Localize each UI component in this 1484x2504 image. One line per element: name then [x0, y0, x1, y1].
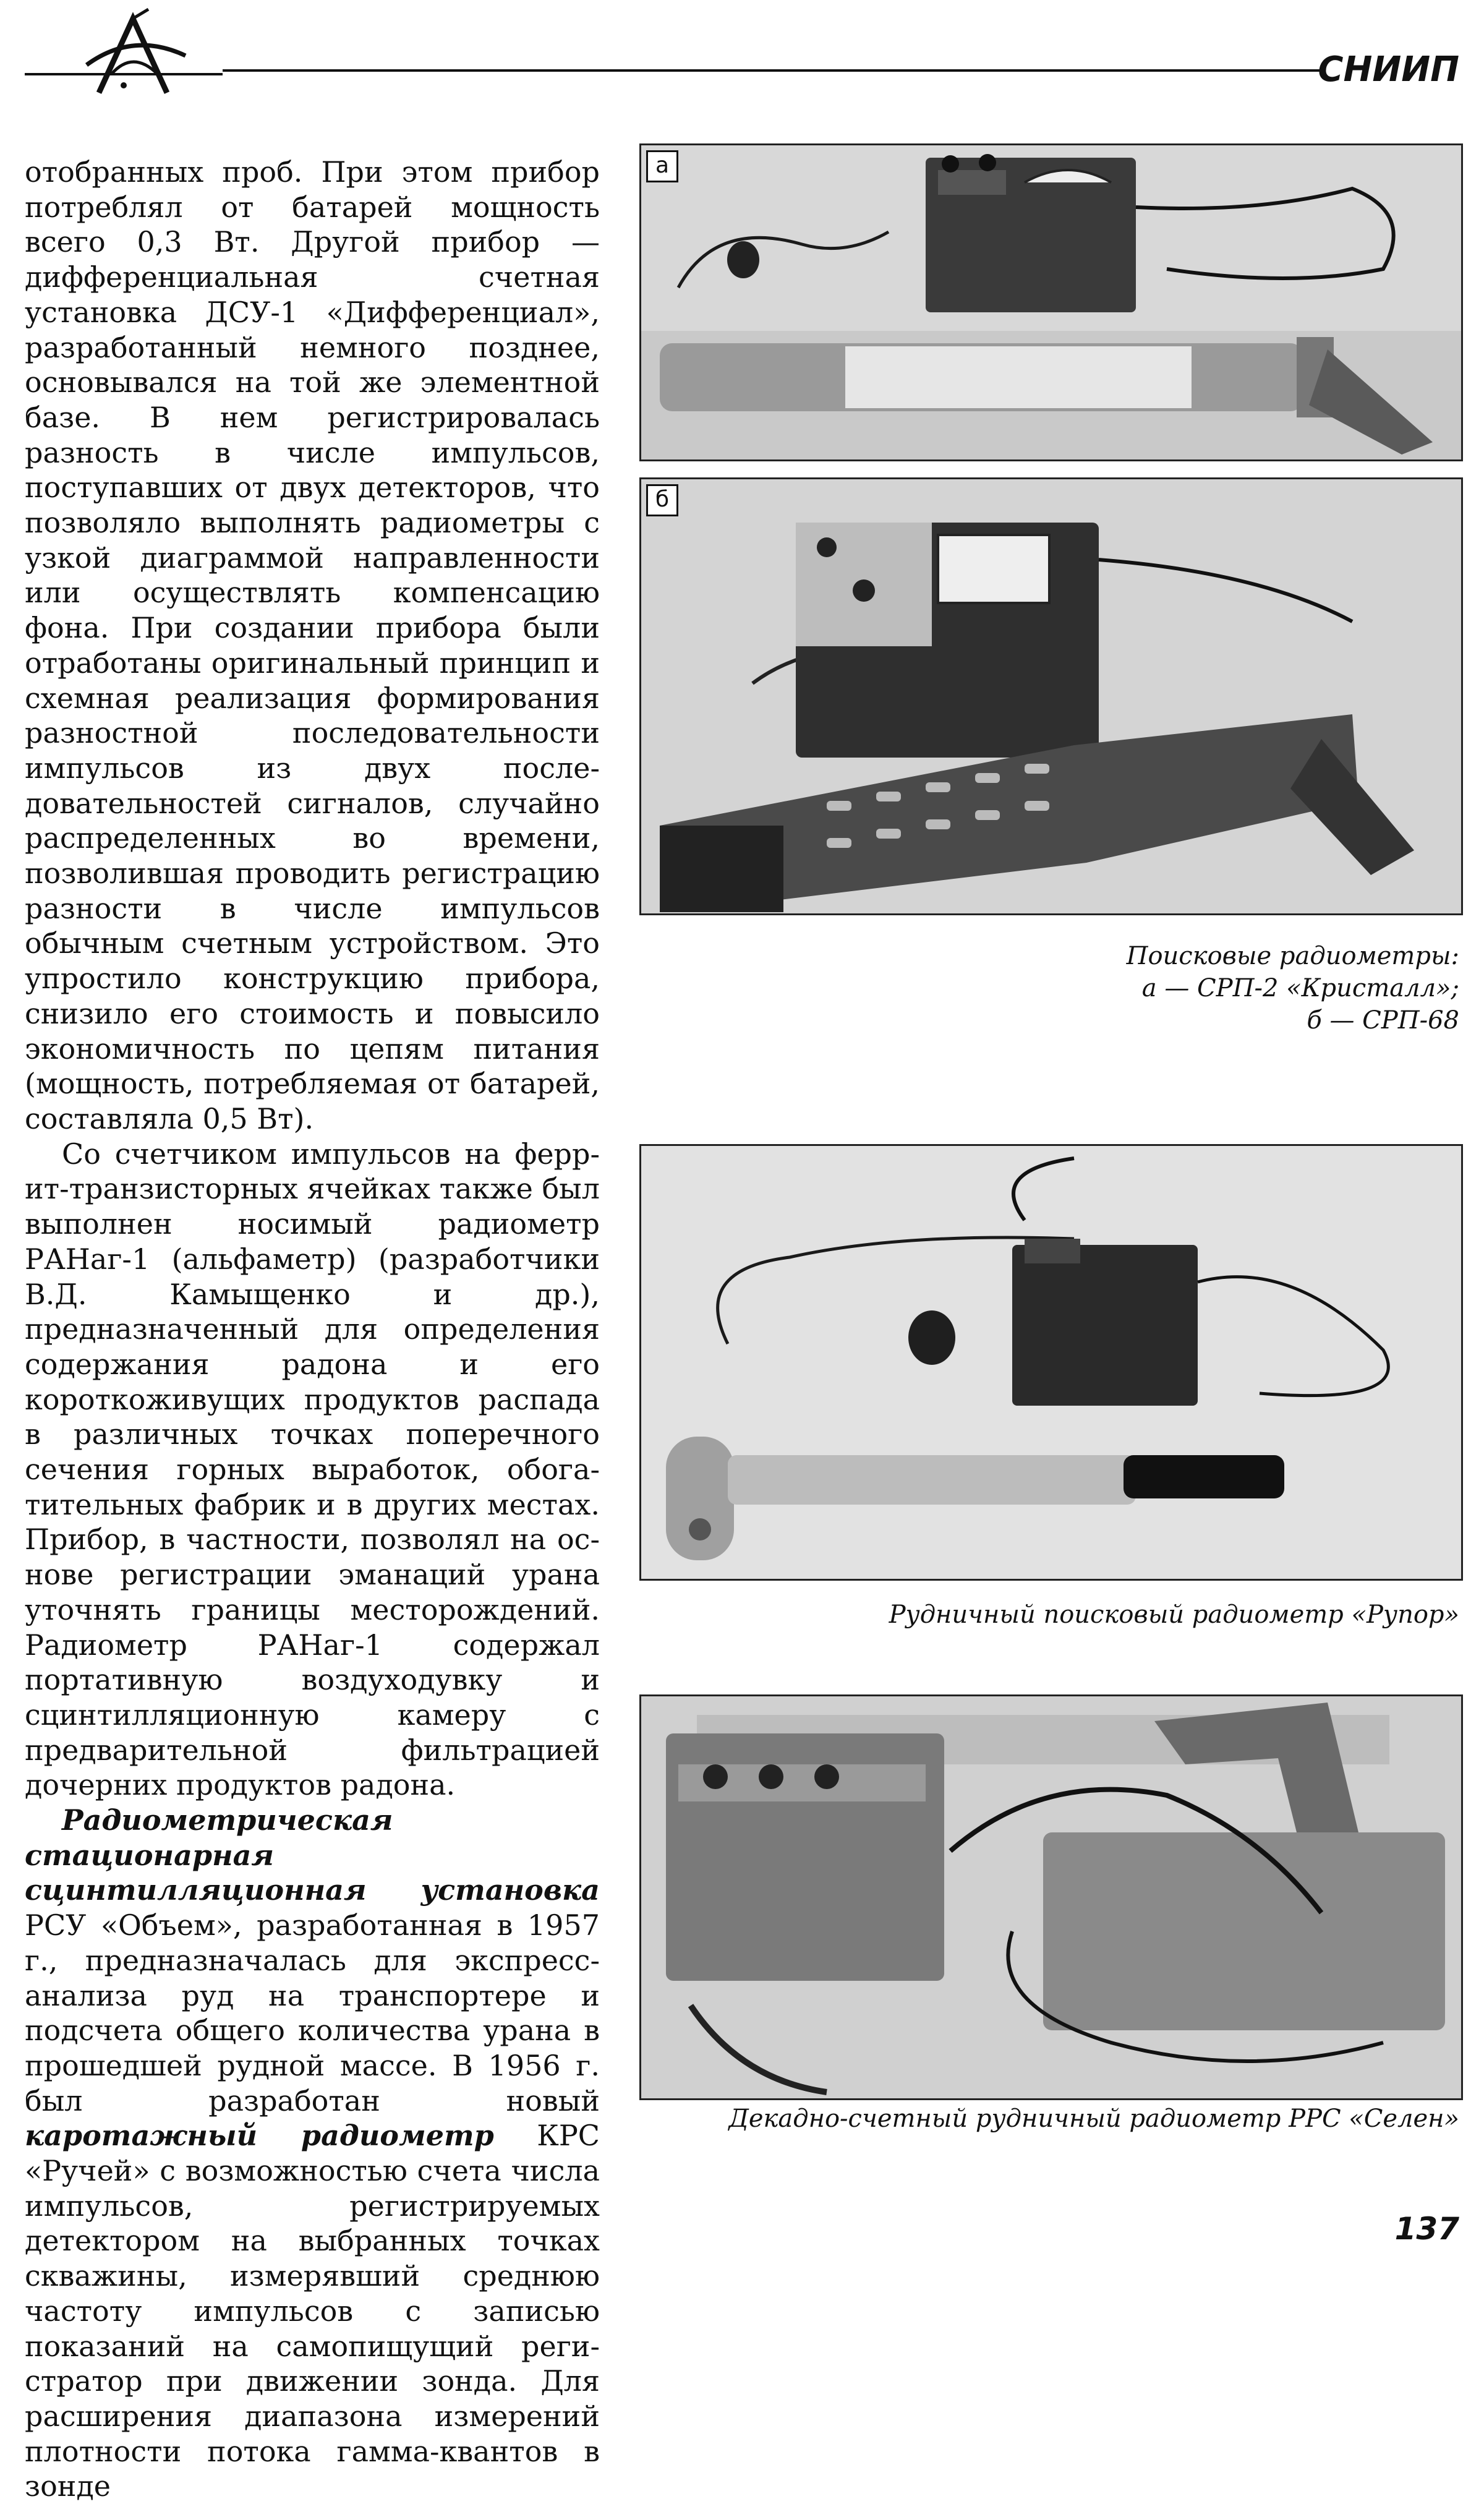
caption-selen: Декадно-счетный рудничный радиометр РРС «Селен» [728, 2104, 1459, 2133]
paragraph-3-part-a: РСУ «Объем», разработанная в 1957 г., предназначалась для экспресс-анализа руд на транспортере и подсчета общего количества урана в прошедшей рудной массе. В 1956 г. был разработан новый [25, 1908, 600, 2117]
sniip-logo [25, 6, 223, 99]
page-number: 137 [1394, 2211, 1459, 2247]
header-rule [223, 69, 1323, 72]
paragraph-2: Со счетчиком импульсов на феррит-транзисторных ячейках также был выполнен носимый радиометр РАНаг-1 (альфаметр) (разработчики В.Д. Камыщенко и др.), предназначенный для определения содержания радона и его короткоживущих продуктов распада в различных точках поперечного сечения горных выработок, обогатительных фабрик и в других местах. Прибор, в частности, позволял на основе регистрации эманаций урана уточнять границы месторождений. Радиометр РАНаг-1 содержал портативную воздуходувку и сцинтилляционную камеру с предварительной фильтрацией дочерних продуктов радона. [25, 1137, 600, 1802]
caption-1-line-3: б — СРП-68 [1307, 1006, 1459, 1035]
photo-srp2-image [641, 145, 1461, 459]
main-text-column [25, 155, 600, 2504]
caption-1-line-2: а — СРП-2 «Кристалл»; [1141, 974, 1459, 1002]
caption-search-radiometers [1127, 940, 1459, 1036]
paragraph-3-part-b: КРС «Ручей» с возможностью счета числа импульсов, регистрируемых детектором на выбранных точках скважины, измерявший среднюю частоту импульсов с записью показаний на самопищущий регистратор при движении зонда. Для расширения диапазона измерений плотности потока гамма-квантов в зонде [25, 2119, 600, 2503]
photo-rupor [639, 1144, 1463, 1581]
photo-selen-image [641, 1696, 1461, 2098]
photo-label-b: б [646, 484, 678, 516]
caption-rupor: Рудничный поисковый радиометр «Рупор» [889, 1600, 1459, 1629]
photo-label-a: а [646, 150, 678, 182]
photo-rupor-image [641, 1146, 1461, 1579]
photo-srp2-kristall [639, 143, 1463, 461]
photo-selen [639, 1694, 1463, 2100]
photo-srp68 [639, 477, 1463, 915]
paragraph-3 [25, 1803, 600, 2504]
section-title: СНИИП [1318, 49, 1459, 90]
photo-srp68-image [641, 479, 1461, 913]
page-header [0, 0, 1484, 124]
term-krs: каротажный радиометр [25, 2119, 494, 2153]
caption-1-line-1: Поисковые радиометры: [1126, 942, 1459, 970]
term-rsu: Радиометрическая стационарная сцинтилляционная установка [25, 1803, 600, 1907]
paragraph-1: отобранных проб. При этом прибор потреблял от батарей мощность всего 0,3 Вт. Другой прибор — дифференциальная счетная установка ДСУ-1 «Дифференциал», разработанный немного позднее, основывался на той же элементной базе. В нем регистрировалась разность в числе импульсов, поступавших от двух детекторов, что позволяло выполнять радиометры с узкой диаграммой направленности или осуществлять компенсацию фона. При создании прибора были отработаны оригинальный принцип и схемная реализация формирования разностной последовательности импульсов из двух последовательностей сигналов, случайно распределенных во времени, позволившая проводить регистрацию разности в числе импульсов обычным счетным устройством. Это упростило конструкцию прибора, снизило его стоимость и повысило экономичность по цепям питания (мощность, потребляемая от батарей, составляла 0,5 Вт). [25, 155, 600, 1135]
